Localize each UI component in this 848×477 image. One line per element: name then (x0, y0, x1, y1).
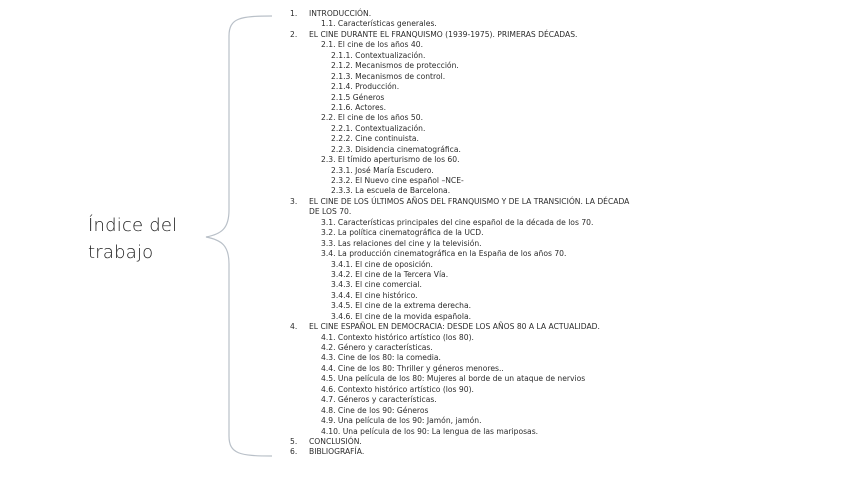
toc-item-text: 3.4.3. El cine comercial. (331, 280, 422, 290)
toc-item (290, 312, 670, 322)
toc-item-number: 3. (290, 196, 298, 206)
toc-item (290, 343, 670, 353)
toc-item-text: INTRODUCCIÓN. (309, 9, 372, 18)
toc-item (290, 270, 670, 280)
toc-item-text: 3.4. La producción cinematográfica en la España de los años 70. (321, 249, 567, 259)
toc-item (290, 134, 670, 144)
toc-item-text: EL CINE DE LOS ÚLTIMOS AÑOS DEL FRANQUISMO Y DE LA TRANSICIÓN. LA DÉCADA (309, 196, 630, 206)
toc-item-text: 3.3. Las relaciones del cine y la televisión. (321, 238, 482, 248)
toc-item-text: 2.1.3. Mecanismos de control. (331, 71, 446, 81)
toc-item-number: 5. (290, 436, 298, 446)
toc-item-number: 2. (290, 29, 298, 39)
toc-item (290, 103, 670, 113)
toc-item-text: 4.6. Contexto histórico artístico (los 90). (321, 384, 474, 394)
toc-item-text: 2.1.5 Géneros (331, 92, 385, 102)
toc-item (290, 93, 670, 103)
toc-item-text: 4.3. Cine de los 80: la comedia. (321, 353, 441, 363)
toc-item-text: 2.1.4. Producción. (331, 82, 400, 92)
toc-item-text: 4.5. Una película de los 80: Mujeres al borde de un ataque de nervios (321, 374, 586, 384)
curly-brace-path (206, 16, 272, 456)
toc-item (290, 395, 670, 405)
toc-item-text: 2.2.2. Cine continuista. (331, 134, 419, 144)
toc-item-text: EL CINE DURANTE EL FRANQUISMO (1939-1975). PRIMERAS DÉCADAS. (309, 29, 578, 39)
toc-item (290, 113, 670, 123)
toc-item-text: 2.2.3. Disidencia cinematográfica. (331, 144, 461, 154)
toc-item (290, 9, 670, 19)
slide-title: Índice del trabajo (88, 215, 178, 263)
toc-item-text: 4.1. Contexto histórico artístico (los 80). (321, 332, 474, 342)
toc-item-text: EL CINE ESPAÑOL EN DEMOCRACIA: DESDE LOS AÑOS 80 A LA ACTUALIDAD. (309, 322, 600, 332)
toc-item (290, 145, 670, 155)
toc-item (290, 82, 670, 92)
toc-item (290, 385, 670, 395)
toc-item-text: 3.4.6. El cine de la movida española. (331, 311, 472, 321)
toc-item-text: 3.4.1. El cine de oposición. (331, 259, 433, 269)
toc-item (290, 40, 670, 50)
toc-item-text: 2.2.1. Contextualización. (331, 123, 426, 133)
toc-item (290, 427, 670, 437)
toc-item-text: 4.9. Una película de los 90: Jamón, jamón. (321, 416, 482, 426)
toc-item-text: 2.3.1. José María Escudero. (331, 165, 434, 175)
toc-item-text: DE LOS 70. (309, 207, 352, 217)
toc-item-text: 3.4.4. El cine histórico. (331, 290, 418, 300)
toc-item-text: 3.4.5. El cine de la extrema derecha. (331, 301, 472, 311)
toc-item-text: 2.3.3. La escuela de Barcelona. (331, 186, 451, 196)
toc-item (290, 51, 670, 61)
toc-item (290, 416, 670, 426)
toc-item-text: 2.2. El cine de los años 50. (321, 113, 424, 123)
toc-item (290, 124, 670, 134)
toc-item (290, 72, 670, 82)
toc-item-number: 6. (290, 447, 298, 457)
toc-item (290, 19, 670, 29)
toc-item-text: 2.1.1. Contextualización. (331, 50, 426, 60)
table-of-contents (290, 9, 670, 458)
toc-item-text: 4.10. Una película de los 90: La lengua de las mariposas. (321, 426, 539, 436)
toc-item (290, 374, 670, 384)
toc-item-text: 4.8. Cine de los 90: Géneros (321, 405, 429, 415)
toc-item (290, 322, 670, 332)
toc-item (290, 353, 670, 363)
toc-item-text: 4.7. Géneros y características. (321, 395, 437, 405)
toc-item (290, 333, 670, 343)
toc-item (290, 364, 670, 374)
toc-item (290, 155, 670, 165)
toc-item-text: 2.3.2. El Nuevo cine español –NCE- (331, 176, 464, 185)
toc-item (290, 166, 670, 176)
toc-item (290, 291, 670, 301)
toc-item (290, 260, 670, 270)
toc-item-text: 3.2. La política cinematográfica de la UCD. (321, 228, 484, 238)
toc-item (290, 176, 670, 186)
toc-item (290, 239, 670, 249)
toc-item (290, 406, 670, 416)
toc-item (290, 61, 670, 71)
toc-item-text: 2.1.6. Actores. (331, 102, 387, 112)
toc-item (290, 30, 670, 40)
toc-item-text: 4.2. Género y características. (321, 343, 433, 352)
toc-item-number: 4. (290, 322, 298, 332)
toc-item (290, 218, 670, 228)
toc-item (290, 197, 670, 207)
toc-item-text: 3.4.2. El cine de la Tercera Vía. (331, 269, 449, 279)
toc-item-text: 4.4. Cine de los 80: Thriller y géneros menores.. (321, 363, 504, 373)
toc-item-text: BIBLIOGRAFÍA. (309, 447, 365, 457)
toc-item (290, 447, 670, 457)
toc-item (290, 228, 670, 238)
toc-item-text: 1.1. Características generales. (321, 19, 437, 29)
toc-item (290, 186, 670, 196)
toc-item-text: 2.3. El tímido aperturismo de los 60. (321, 155, 460, 165)
toc-item (290, 249, 670, 259)
toc-item-number: 1. (290, 9, 298, 18)
toc-item (290, 207, 670, 217)
toc-item (290, 437, 670, 447)
toc-item-text: 3.1. Características principales del cine español de la década de los 70. (321, 217, 594, 227)
toc-item-text: CONCLUSIÓN. (309, 436, 362, 446)
toc-item (290, 301, 670, 311)
toc-item-text: 2.1. El cine de los años 40. (321, 40, 424, 50)
toc-item-text: 2.1.2. Mecanismos de protección. (331, 61, 459, 71)
toc-item (290, 280, 670, 290)
